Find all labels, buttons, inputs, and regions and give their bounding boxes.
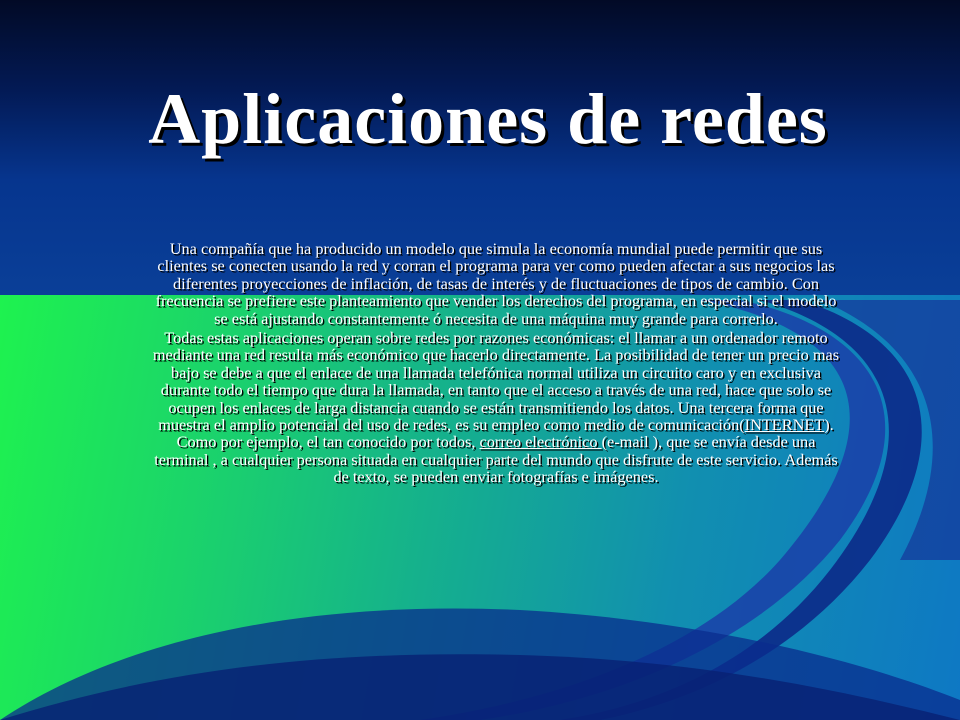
paragraph-2-part-2: ). Como por ejemplo, el tan conocido por todos, [176,415,834,452]
paragraph-2 [150,329,842,486]
internet-link[interactable]: INTERNET [744,415,825,435]
paragraph-2-part-3: (e-mail ), que se envía desde una terminal , a cualquier persona situada en cualquier parte del mundo que disfrute de este servicio. Además de texto, se pueden enviar fotografías e imágenes. [154,432,838,487]
email-link[interactable]: correo electrónico [479,432,602,452]
paragraph-2-part-1: Todas estas aplicaciones operan sobre redes por razones económicas: el llamar a un ordenador remoto mediante una red resulta más económico que hacerlo directamente. La posibilidad de tener un precio mas bajo se debe a que el enlace de una llamada telefónica normal utiliza un circuito caro y en exclusiva durante todo el tiempo que dura la llamada, en tanto que el acceso a través de una red, hace que solo se ocupen los enlaces de larga distancia cuando se están transmitiendo los datos. Una tercera forma que muestra el amplio potencial del uso de redes, es su empleo como medio de comunicación( [152,328,840,435]
slide-title: Aplicaciones de redes [148,79,828,159]
slide-body [150,240,842,488]
paragraph-1: Una compañía que ha producido un modelo que simula la economía mundial puede permitir que sus clientes se conecten usando la red y corran el programa para ver como pueden afectar a sus negocios las diferentes proyecciones de inflación, de tasas de interés y de fluctuaciones de tipos de cambio. Con frecuencia se prefiere este planteamiento que vender los derechos del programa, en especial si el modelo se está ajustando constantemente ó necesita de una máquina muy grande para correrlo. [155,239,837,328]
